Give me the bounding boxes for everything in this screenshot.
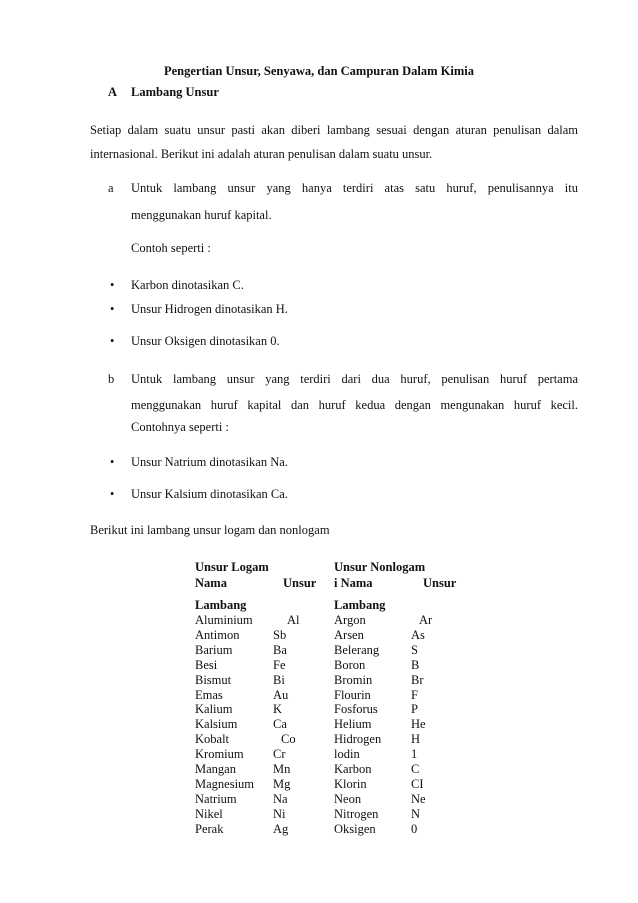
logam-symbol-cell: Ca bbox=[273, 717, 287, 732]
bullet-icon: • bbox=[110, 278, 115, 292]
bullet-icon: • bbox=[110, 302, 115, 316]
logam-symbol-cell: Ba bbox=[273, 642, 287, 657]
logam-name-cell: Aluminium bbox=[195, 613, 253, 627]
nonlogam-name-cell: Oksigen bbox=[334, 821, 376, 836]
section-title: Lambang Unsur bbox=[131, 85, 219, 99]
logam-symbol-cell: Mn bbox=[273, 762, 291, 776]
logam-symbol-cell: Mg bbox=[273, 776, 291, 791]
logam-symbol-cell: Co bbox=[281, 732, 296, 747]
logam-symbol-cell: K bbox=[273, 702, 283, 717]
nonlogam-name-cell: Hidrogen bbox=[334, 732, 382, 747]
nonlogam-symbol-cell: 0 bbox=[411, 821, 418, 836]
logam-symbol-cell: Na bbox=[273, 791, 288, 806]
list-item: Unsur Natrium dinotasikan Na. bbox=[131, 455, 288, 469]
intro-line-1: Setiap dalam suatu unsur pasti akan diberi lambang sesuai dengan aturan penulisan dalam bbox=[90, 123, 578, 137]
nonlogam-name-cell: Karbon bbox=[334, 762, 372, 776]
nonlogam-symbol-cell: P bbox=[411, 702, 418, 717]
logam-unsur-header: Unsur bbox=[283, 576, 317, 590]
intro-line-2: internasional. Berikut ini adalah aturan penulisan dalam suatu unsur. bbox=[90, 147, 433, 161]
logam-name-cell: Besi bbox=[195, 657, 218, 672]
nonlogam-symbol-cell: B bbox=[411, 657, 420, 672]
nonlogam-symbol-cell: As bbox=[411, 627, 425, 642]
nonlogam-name-cell: Flourin bbox=[334, 687, 371, 702]
list-item: Unsur Hidrogen dinotasikan H. bbox=[131, 302, 288, 316]
logam-symbol-cell: Cr bbox=[273, 747, 286, 762]
logam-symbol-cell: Al bbox=[287, 613, 300, 627]
nonlogam-symbol-cell: S bbox=[411, 642, 418, 657]
nonlogam-name-cell: Bromin bbox=[334, 672, 373, 687]
logam-name-cell: Kromium bbox=[195, 747, 244, 762]
logam-name-cell: Emas bbox=[195, 687, 223, 702]
nonlogam-name-cell: Belerang bbox=[334, 642, 380, 657]
nonlogam-symbol-cell: C bbox=[411, 762, 420, 776]
item-b-line-2: menggunakan huruf kapital dan huruf kedua dengan mengunakan huruf kecil. bbox=[131, 398, 578, 412]
item-a-example: Contoh seperti : bbox=[131, 241, 211, 255]
logam-name-cell: Bismut bbox=[195, 672, 232, 687]
list-item: Unsur Kalsium dinotasikan Ca. bbox=[131, 487, 288, 501]
logam-name-cell: Barium bbox=[195, 642, 233, 657]
nonlogam-symbol-cell: F bbox=[411, 687, 418, 702]
nonlogam-unsur-header: Unsur bbox=[423, 576, 457, 590]
nonlogam-symbol-cell: He bbox=[411, 717, 426, 732]
item-b-line-1: Untuk lambang unsur yang terdiri dari dua huruf, penulisan huruf pertama bbox=[131, 372, 578, 386]
nonlogam-name-cell: lodin bbox=[334, 747, 360, 762]
item-b-letter: b bbox=[108, 372, 115, 386]
item-a-letter: a bbox=[108, 181, 114, 195]
logam-nama-header: Nama bbox=[195, 576, 227, 590]
bullet-icon: • bbox=[110, 455, 115, 469]
logam-name-cell: Magnesium bbox=[195, 776, 255, 791]
page-title: Pengertian Unsur, Senyawa, dan Campuran Dalam Kimia bbox=[164, 64, 474, 78]
logam-name-cell: Natrium bbox=[195, 791, 237, 806]
logam-lambang-header: Lambang bbox=[195, 598, 247, 612]
nonlogam-name-cell: Klorin bbox=[334, 776, 367, 791]
nonlogam-name-cell: Nitrogen bbox=[334, 806, 379, 821]
item-b-line-3: Contohnya seperti : bbox=[131, 420, 229, 434]
nonlogam-symbol-cell: Ne bbox=[411, 791, 426, 806]
nonlogam-name-cell: Arsen bbox=[334, 627, 364, 642]
nonlogam-symbol-cell: H bbox=[411, 732, 421, 747]
nonlogam-name-cell: Boron bbox=[334, 657, 366, 672]
nonlogam-symbol-cell: Ar bbox=[419, 613, 433, 627]
nonlogam-nama-header: i Nama bbox=[334, 576, 373, 590]
nonlogam-symbol-cell: 1 bbox=[411, 747, 418, 762]
bullet-icon: • bbox=[110, 334, 115, 348]
nonlogam-name-cell: Neon bbox=[334, 791, 362, 806]
logam-name-cell: Mangan bbox=[195, 762, 236, 776]
list-item: Unsur Oksigen dinotasikan 0. bbox=[131, 334, 280, 348]
logam-symbol-cell: Ni bbox=[273, 806, 286, 821]
logam-symbol-cell: Sb bbox=[273, 627, 287, 642]
logam-name-cell: Kalium bbox=[195, 702, 233, 717]
logam-symbol-cell: Ag bbox=[273, 821, 289, 836]
section-letter: A bbox=[108, 85, 118, 99]
logam-symbol-cell: Fe bbox=[273, 657, 286, 672]
nonlogam-header: Unsur Nonlogam bbox=[334, 560, 426, 574]
item-a-line-1: Untuk lambang unsur yang hanya terdiri atas satu huruf, penulisannya itu bbox=[131, 181, 578, 195]
nonlogam-lambang-header: Lambang bbox=[334, 598, 386, 612]
logam-name-cell: Nikel bbox=[195, 806, 223, 821]
nonlogam-name-cell: Helium bbox=[334, 717, 372, 732]
logam-symbol-cell: Au bbox=[273, 687, 289, 702]
logam-name-cell: Kalsium bbox=[195, 717, 238, 732]
logam-name-cell: Antimon bbox=[195, 627, 240, 642]
logam-header: Unsur Logam bbox=[195, 560, 269, 574]
list-item: Karbon dinotasikan C. bbox=[131, 278, 244, 292]
logam-name-cell: Kobalt bbox=[195, 732, 230, 747]
nonlogam-symbol-cell: N bbox=[411, 806, 421, 821]
bullet-icon: • bbox=[110, 487, 115, 501]
nonlogam-symbol-cell: Br bbox=[411, 672, 424, 687]
table-intro: Berikut ini lambang unsur logam dan nonlogam bbox=[90, 523, 330, 537]
logam-name-cell: Perak bbox=[195, 821, 224, 836]
logam-symbol-cell: Bi bbox=[273, 672, 285, 687]
item-a-line-2: menggunakan huruf kapital. bbox=[131, 208, 272, 222]
nonlogam-name-cell: Argon bbox=[334, 613, 366, 627]
nonlogam-name-cell: Fosforus bbox=[334, 702, 378, 717]
nonlogam-symbol-cell: CI bbox=[411, 776, 424, 791]
